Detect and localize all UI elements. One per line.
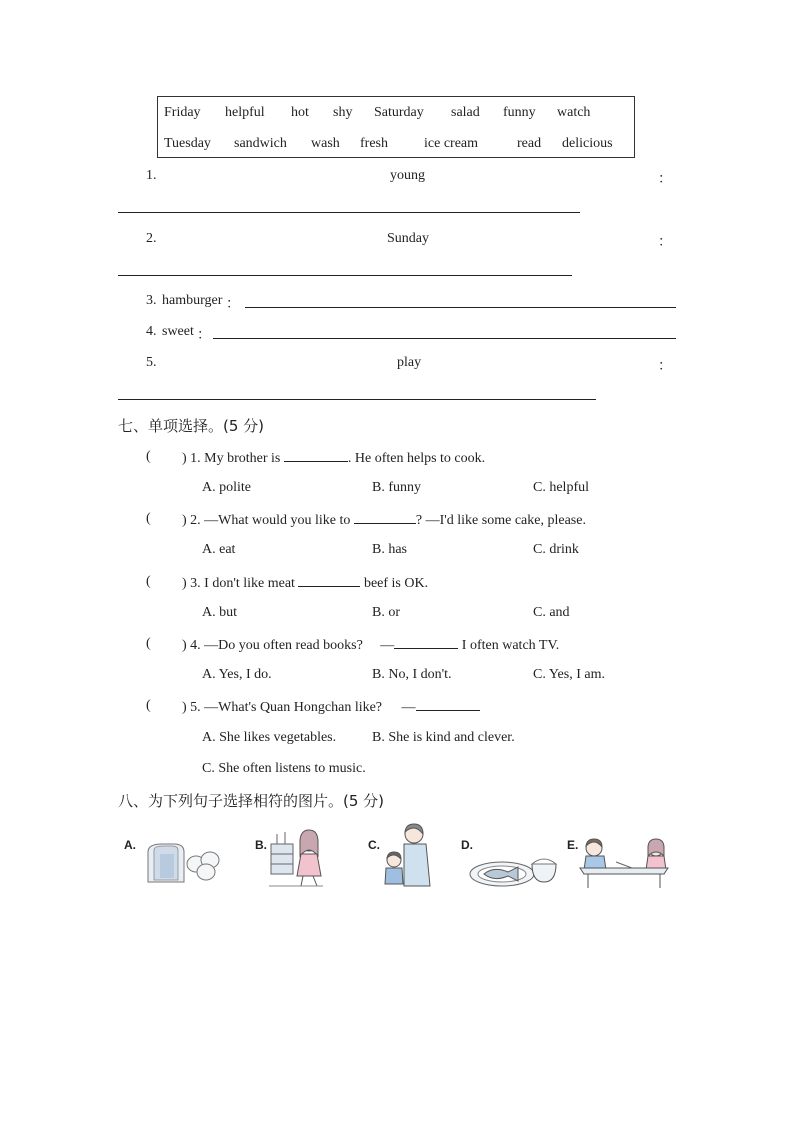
girl-dresser-picture[interactable] bbox=[265, 826, 327, 890]
item-keyword: play bbox=[397, 355, 422, 370]
question-text: I often watch TV. bbox=[461, 638, 560, 653]
answer-line[interactable] bbox=[118, 399, 596, 400]
question-text: ) 5. —What's Quan Hongchan like? bbox=[182, 700, 383, 715]
word-bank-word: watch bbox=[557, 105, 591, 120]
answer-line[interactable] bbox=[118, 275, 572, 276]
kids-table-picture[interactable] bbox=[576, 834, 672, 890]
dash: — bbox=[380, 638, 395, 653]
word-bank-word: hot bbox=[291, 105, 309, 120]
question-blank[interactable] bbox=[298, 574, 360, 587]
question-text: ) 4. —Do you often read books? bbox=[182, 638, 363, 653]
item-keyword: sweet bbox=[162, 324, 194, 339]
word-bank-row-1 bbox=[158, 105, 634, 125]
word-bank-word: Saturday bbox=[374, 105, 424, 120]
word-bank-word: salad bbox=[451, 105, 480, 120]
question-text: ) 3. I don't like meat bbox=[182, 576, 295, 591]
dash: — bbox=[401, 700, 416, 715]
question-4 bbox=[182, 636, 559, 654]
item-keyword: Sunday bbox=[387, 231, 429, 246]
question-1 bbox=[182, 449, 485, 467]
question-text: . He often helps to cook. bbox=[347, 451, 486, 466]
picture-label-c: C. bbox=[368, 838, 380, 852]
word-bank-word: ice cream bbox=[424, 136, 479, 151]
word-bank-word: fresh bbox=[360, 136, 388, 151]
answer-line[interactable] bbox=[118, 212, 580, 213]
question-5 bbox=[182, 698, 480, 716]
option-c[interactable]: C. Yes, I am. bbox=[533, 667, 605, 682]
bread-eggs-picture[interactable] bbox=[140, 840, 230, 890]
option-a[interactable]: A. She likes vegetables. bbox=[202, 730, 337, 745]
option-a[interactable]: A. but bbox=[202, 605, 237, 620]
answer-bracket[interactable]: ( bbox=[146, 449, 151, 464]
item-number: 2. bbox=[146, 231, 157, 246]
item-colon: ： bbox=[658, 359, 672, 374]
item-number: 4. bbox=[146, 324, 157, 339]
item-colon: ： bbox=[197, 328, 211, 343]
fish-rice-picture[interactable] bbox=[468, 850, 560, 890]
question-text: ? —I'd like some cake, please. bbox=[415, 513, 586, 528]
word-bank-word: shy bbox=[333, 105, 353, 120]
mother-child-picture[interactable] bbox=[376, 822, 438, 890]
option-c[interactable]: C. and bbox=[533, 605, 570, 620]
word-bank-word: helpful bbox=[225, 105, 265, 120]
option-a[interactable]: A. polite bbox=[202, 480, 251, 495]
question-blank[interactable] bbox=[394, 636, 458, 649]
option-c[interactable]: C. She often listens to music. bbox=[202, 761, 366, 776]
item-colon: ： bbox=[658, 172, 672, 187]
section-8-title: 八、为下列句子选择相符的图片。(5 分) bbox=[118, 792, 385, 810]
word-bank-row-2 bbox=[158, 136, 634, 156]
answer-line[interactable] bbox=[213, 338, 676, 339]
option-a[interactable]: A. Yes, I do. bbox=[202, 667, 272, 682]
picture-label-a: A. bbox=[124, 838, 136, 852]
option-b[interactable]: B. has bbox=[372, 542, 407, 557]
word-bank-word: Friday bbox=[164, 105, 201, 120]
word-bank-word: funny bbox=[503, 105, 536, 120]
word-bank-word: read bbox=[517, 136, 542, 151]
question-text: ) 2. —What would you like to bbox=[182, 513, 351, 528]
word-bank-word: sandwich bbox=[234, 136, 287, 151]
item-colon: ： bbox=[226, 297, 240, 312]
answer-bracket[interactable]: ( bbox=[146, 698, 151, 713]
word-bank-box bbox=[157, 96, 635, 158]
option-b[interactable]: B. She is kind and clever. bbox=[372, 730, 515, 745]
answer-bracket[interactable]: ( bbox=[146, 511, 151, 526]
option-a[interactable]: A. eat bbox=[202, 542, 236, 557]
item-keyword: young bbox=[390, 168, 425, 183]
question-text: beef is OK. bbox=[363, 576, 429, 591]
question-blank[interactable] bbox=[354, 511, 416, 524]
word-bank-word: wash bbox=[311, 136, 340, 151]
question-text: ) 1. My brother is bbox=[182, 451, 281, 466]
answer-bracket[interactable]: ( bbox=[146, 574, 151, 589]
word-bank-word: Tuesday bbox=[164, 136, 211, 151]
item-number: 1. bbox=[146, 168, 157, 183]
option-b[interactable]: B. funny bbox=[372, 480, 421, 495]
section-7-title: 七、单项选择。(5 分) bbox=[118, 417, 265, 435]
item-keyword: hamburger bbox=[162, 293, 223, 308]
option-c[interactable]: C. helpful bbox=[533, 480, 589, 495]
question-3 bbox=[182, 574, 428, 592]
item-number: 3. bbox=[146, 293, 157, 308]
picture-label-d: D. bbox=[461, 838, 473, 852]
option-c[interactable]: C. drink bbox=[533, 542, 579, 557]
picture-label-e: E. bbox=[567, 838, 579, 852]
picture-label-b: B. bbox=[255, 838, 267, 852]
answer-bracket[interactable]: ( bbox=[146, 636, 151, 651]
question-2 bbox=[182, 511, 586, 529]
item-colon: ： bbox=[658, 235, 672, 250]
word-bank-word: delicious bbox=[562, 136, 613, 151]
option-b[interactable]: B. or bbox=[372, 605, 400, 620]
item-number: 5. bbox=[146, 355, 157, 370]
answer-line[interactable] bbox=[245, 307, 676, 308]
question-blank[interactable] bbox=[416, 698, 480, 711]
option-b[interactable]: B. No, I don't. bbox=[372, 667, 452, 682]
question-blank[interactable] bbox=[284, 449, 348, 462]
